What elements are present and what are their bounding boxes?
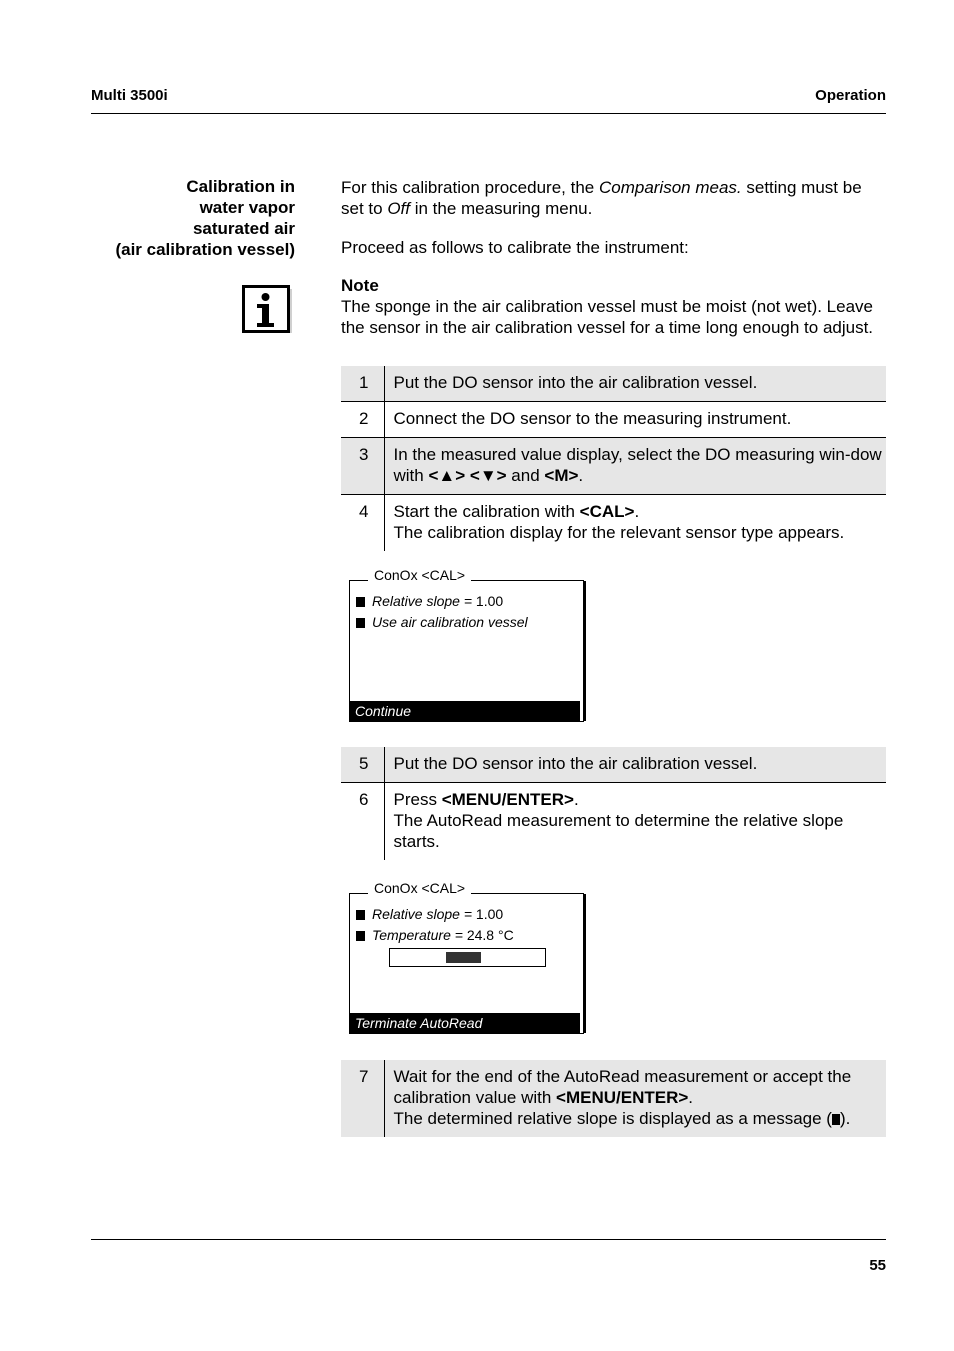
section-heading-line: (air calibration vessel) — [115, 240, 295, 259]
page-number: 55 — [869, 1257, 886, 1274]
step-text: Press <MENU/ENTER>. The AutoRead measurement to determine the relative slope starts. — [393, 790, 844, 851]
table-row — [341, 402, 886, 438]
table-row — [341, 495, 886, 552]
step-text: Wait for the end of the AutoRead measurement or accept the calibration value with <MENU/ENTER>. The determined relative slope is displayed as a message ( ). — [384, 1060, 886, 1137]
step-text: In the measured value display, select the DO measuring win-dow with <▲> <▼> and <M>. — [384, 438, 886, 495]
section-heading-line: water vapor — [199, 198, 295, 217]
softkey-terminate-autoread: Terminate AutoRead — [350, 1013, 580, 1033]
step-number: 6 — [341, 783, 384, 861]
table-row — [341, 438, 886, 495]
note-text: The sponge in the air calibration vessel must be moist (not wet). Leave the sensor in the air calibration vessel for a time long enough to adjust. — [341, 297, 874, 337]
step-number: 4 — [341, 495, 384, 552]
info-icon — [242, 284, 294, 334]
note-title: Note — [341, 276, 379, 295]
screen-line-slope: Relative slope = 1.00 — [356, 906, 503, 922]
step-number: 7 — [341, 1060, 384, 1137]
step-text: Connect the DO sensor to the measuring instrument. — [384, 402, 886, 438]
display-screen-autoread — [349, 880, 584, 1034]
softkey-continue: Continue — [350, 701, 580, 721]
progress-indicator — [446, 952, 481, 963]
table-row — [341, 366, 886, 402]
table-row — [341, 783, 886, 861]
screen-line-temperature: Temperature = 24.8 °C — [356, 927, 514, 943]
screen-title: ConOx <CAL> — [368, 567, 471, 583]
step-number: 3 — [341, 438, 384, 495]
screen-line-instruction: Use air calibration vessel — [356, 614, 528, 630]
step-text: Put the DO sensor into the air calibration vessel. — [384, 747, 886, 783]
step-text: Put the DO sensor into the air calibration vessel. — [384, 366, 886, 402]
section-heading-line: saturated air — [192, 219, 295, 238]
message-square-icon — [356, 618, 365, 628]
steps-table-1 — [341, 366, 886, 551]
steps-table-2 — [341, 747, 886, 860]
screen-title: ConOx <CAL> — [368, 880, 471, 896]
proceed-paragraph: Proceed as follows to calibrate the instrument: — [341, 238, 689, 257]
step-number: 1 — [341, 366, 384, 402]
message-square-icon — [356, 931, 365, 941]
message-square-icon — [832, 1114, 840, 1125]
section-heading-line: Calibration in — [186, 177, 295, 196]
screen-line-slope: Relative slope = 1.00 — [356, 593, 503, 609]
step-number: 5 — [341, 747, 384, 783]
intro-paragraph: For this calibration procedure, the Comparison meas. setting must be set to Off in the measuring menu. — [341, 178, 862, 218]
display-screen-calibration — [349, 567, 584, 722]
step-text: Start the calibration with <CAL>. The calibration display for the relevant sensor type appears. — [393, 502, 845, 542]
autoread-progress-bar — [389, 948, 546, 967]
header-left: Multi 3500i — [91, 87, 168, 104]
message-square-icon — [356, 910, 365, 920]
table-row — [341, 1060, 886, 1137]
steps-table-3 — [341, 1060, 886, 1137]
table-row — [341, 747, 886, 783]
footer-rule — [91, 1239, 886, 1240]
section-heading — [35, 176, 295, 260]
header-right: Operation — [815, 87, 886, 104]
header-rule — [91, 113, 886, 114]
step-number: 2 — [341, 402, 384, 438]
message-square-icon — [356, 597, 365, 607]
